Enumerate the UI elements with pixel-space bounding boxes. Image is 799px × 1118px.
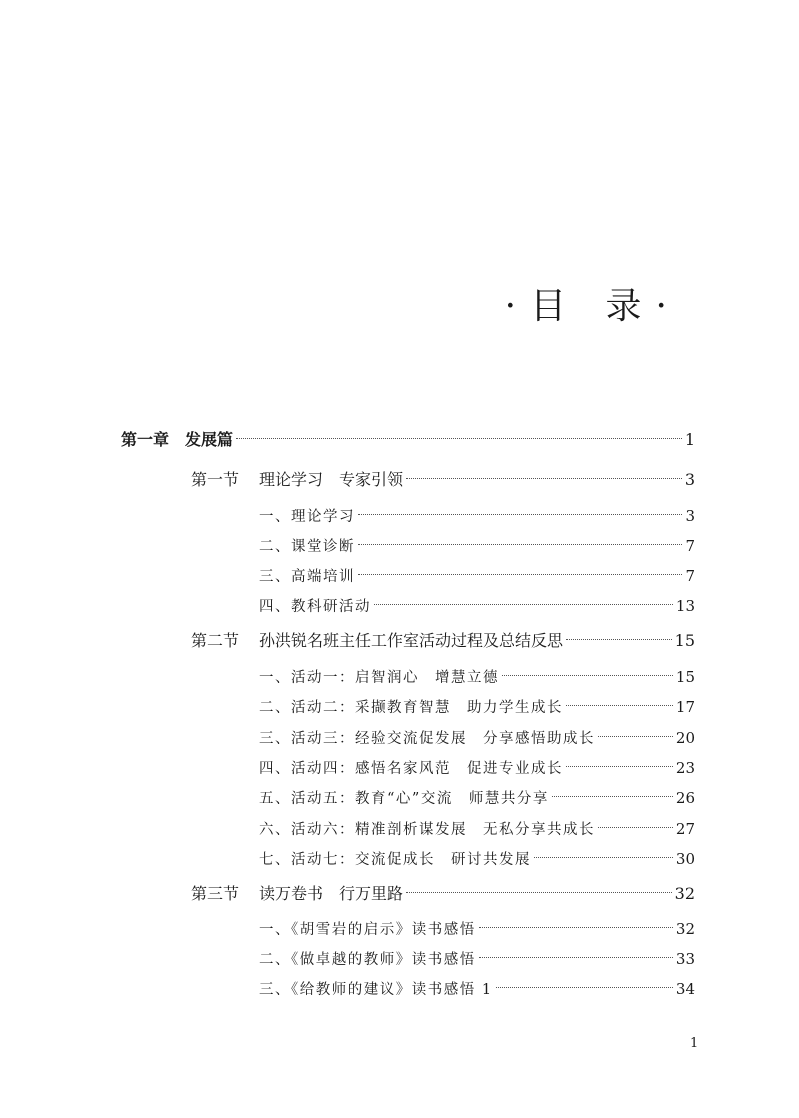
page-number: 1: [690, 1036, 699, 1051]
toc-entry-label: 五、活动五：教育“心”交流 师慧共分享: [259, 791, 549, 807]
toc-entry-label: 一、理论学习: [259, 509, 355, 525]
toc-item[interactable]: [259, 726, 695, 750]
toc-entry-label: 读万卷书 行万里路: [259, 884, 404, 903]
toc-entry-page: 15: [674, 631, 695, 650]
dot-leader: [566, 766, 673, 767]
toc-entry-label: 三、《给教师的建议》读书感悟 1: [259, 982, 493, 998]
dot-leader: [496, 987, 673, 988]
toc-entry-label: 四、活动四：感悟名家风范 促进专业成长: [259, 761, 563, 777]
dot-leader: [406, 478, 682, 479]
dot-leader: [358, 544, 682, 545]
toc-entry-page: 13: [675, 597, 695, 615]
toc-section-3[interactable]: [191, 882, 695, 906]
toc-entry-label: 七、活动七：交流促成长 研讨共发展: [259, 852, 531, 868]
dot-leader: [534, 857, 673, 858]
dot-leader: [236, 438, 682, 439]
dot-leader: [598, 736, 673, 737]
toc-item[interactable]: [259, 947, 695, 971]
toc-entry-label: 一、活动一：启智润心 增慧立德: [259, 670, 499, 686]
toc-section-2[interactable]: [191, 629, 695, 653]
toc-item[interactable]: [259, 977, 695, 1001]
dot-leader: [406, 892, 672, 893]
toc-section-prefix: 第三节: [191, 884, 240, 903]
dot-leader: [479, 957, 673, 958]
toc-entry-label: 二、课堂诊断: [259, 539, 355, 555]
toc-entry-page: 17: [675, 698, 695, 716]
toc-entry-page: 7: [685, 537, 695, 555]
toc-entry-label: 二、活动二：采撷教育智慧 助力学生成长: [259, 700, 563, 716]
toc-item[interactable]: [259, 817, 695, 841]
toc-entry-label: 三、活动三：经验交流促发展 分享感悟助成长: [259, 731, 595, 747]
toc-entry-label: 理论学习 专家引领: [259, 470, 404, 489]
dot-leader: [502, 675, 673, 676]
toc-section-prefix: 第一节: [191, 470, 240, 489]
toc-entry-label: 四、教科研活动: [259, 599, 371, 615]
toc-chapter-1[interactable]: [121, 428, 695, 452]
toc-item[interactable]: [259, 504, 695, 528]
toc-item[interactable]: [259, 847, 695, 871]
toc-entry-page: 33: [675, 950, 695, 968]
toc-entry-page: 7: [685, 567, 695, 585]
dot-leader: [479, 927, 673, 928]
dot-leader: [566, 705, 673, 706]
toc-entry-page: 32: [674, 884, 695, 903]
toc-entry-page: 34: [675, 980, 695, 998]
toc-item[interactable]: [259, 917, 695, 941]
dot-leader: [598, 827, 673, 828]
toc-item[interactable]: [259, 594, 695, 618]
dot-leader: [552, 796, 673, 797]
toc-section-prefix: 第二节: [191, 631, 240, 650]
toc-entry-page: 3: [684, 470, 695, 489]
toc-entry-label: 第一章 发展篇: [121, 430, 234, 449]
toc-entry-page: 15: [675, 668, 695, 686]
toc-item[interactable]: [259, 534, 695, 558]
toc-entry-label: 孙洪锐名班主任工作室活动过程及总结反思: [259, 631, 564, 650]
toc-item[interactable]: [259, 786, 695, 810]
toc-entry-page: 32: [675, 920, 695, 938]
toc-entry-label: 一、《胡雪岩的启示》读书感悟: [259, 922, 476, 938]
toc-item[interactable]: [259, 665, 695, 689]
dot-leader: [358, 514, 682, 515]
toc-entry-label: 三、高端培训: [259, 569, 355, 585]
dot-leader: [566, 639, 672, 640]
toc-entry-page: 20: [675, 729, 695, 747]
toc-entry-label: 二、《做卓越的教师》读书感悟: [259, 952, 476, 968]
toc-entry-label: 六、活动六：精准剖析谋发展 无私分享共成长: [259, 822, 595, 838]
toc-entry-page: 23: [675, 759, 695, 777]
toc-item[interactable]: [259, 695, 695, 719]
toc-entry-page: 30: [675, 850, 695, 868]
toc-entry-page: 27: [675, 820, 695, 838]
toc-entry-page: 3: [685, 507, 695, 525]
toc-section-1[interactable]: [191, 468, 695, 492]
toc-item[interactable]: [259, 756, 695, 780]
toc-entry-page: 26: [675, 789, 695, 807]
dot-leader: [358, 574, 682, 575]
toc-entry-page: 1: [684, 430, 695, 449]
toc-item[interactable]: [259, 564, 695, 588]
dot-leader: [374, 604, 673, 605]
page-title: ·目 录·: [504, 286, 681, 327]
